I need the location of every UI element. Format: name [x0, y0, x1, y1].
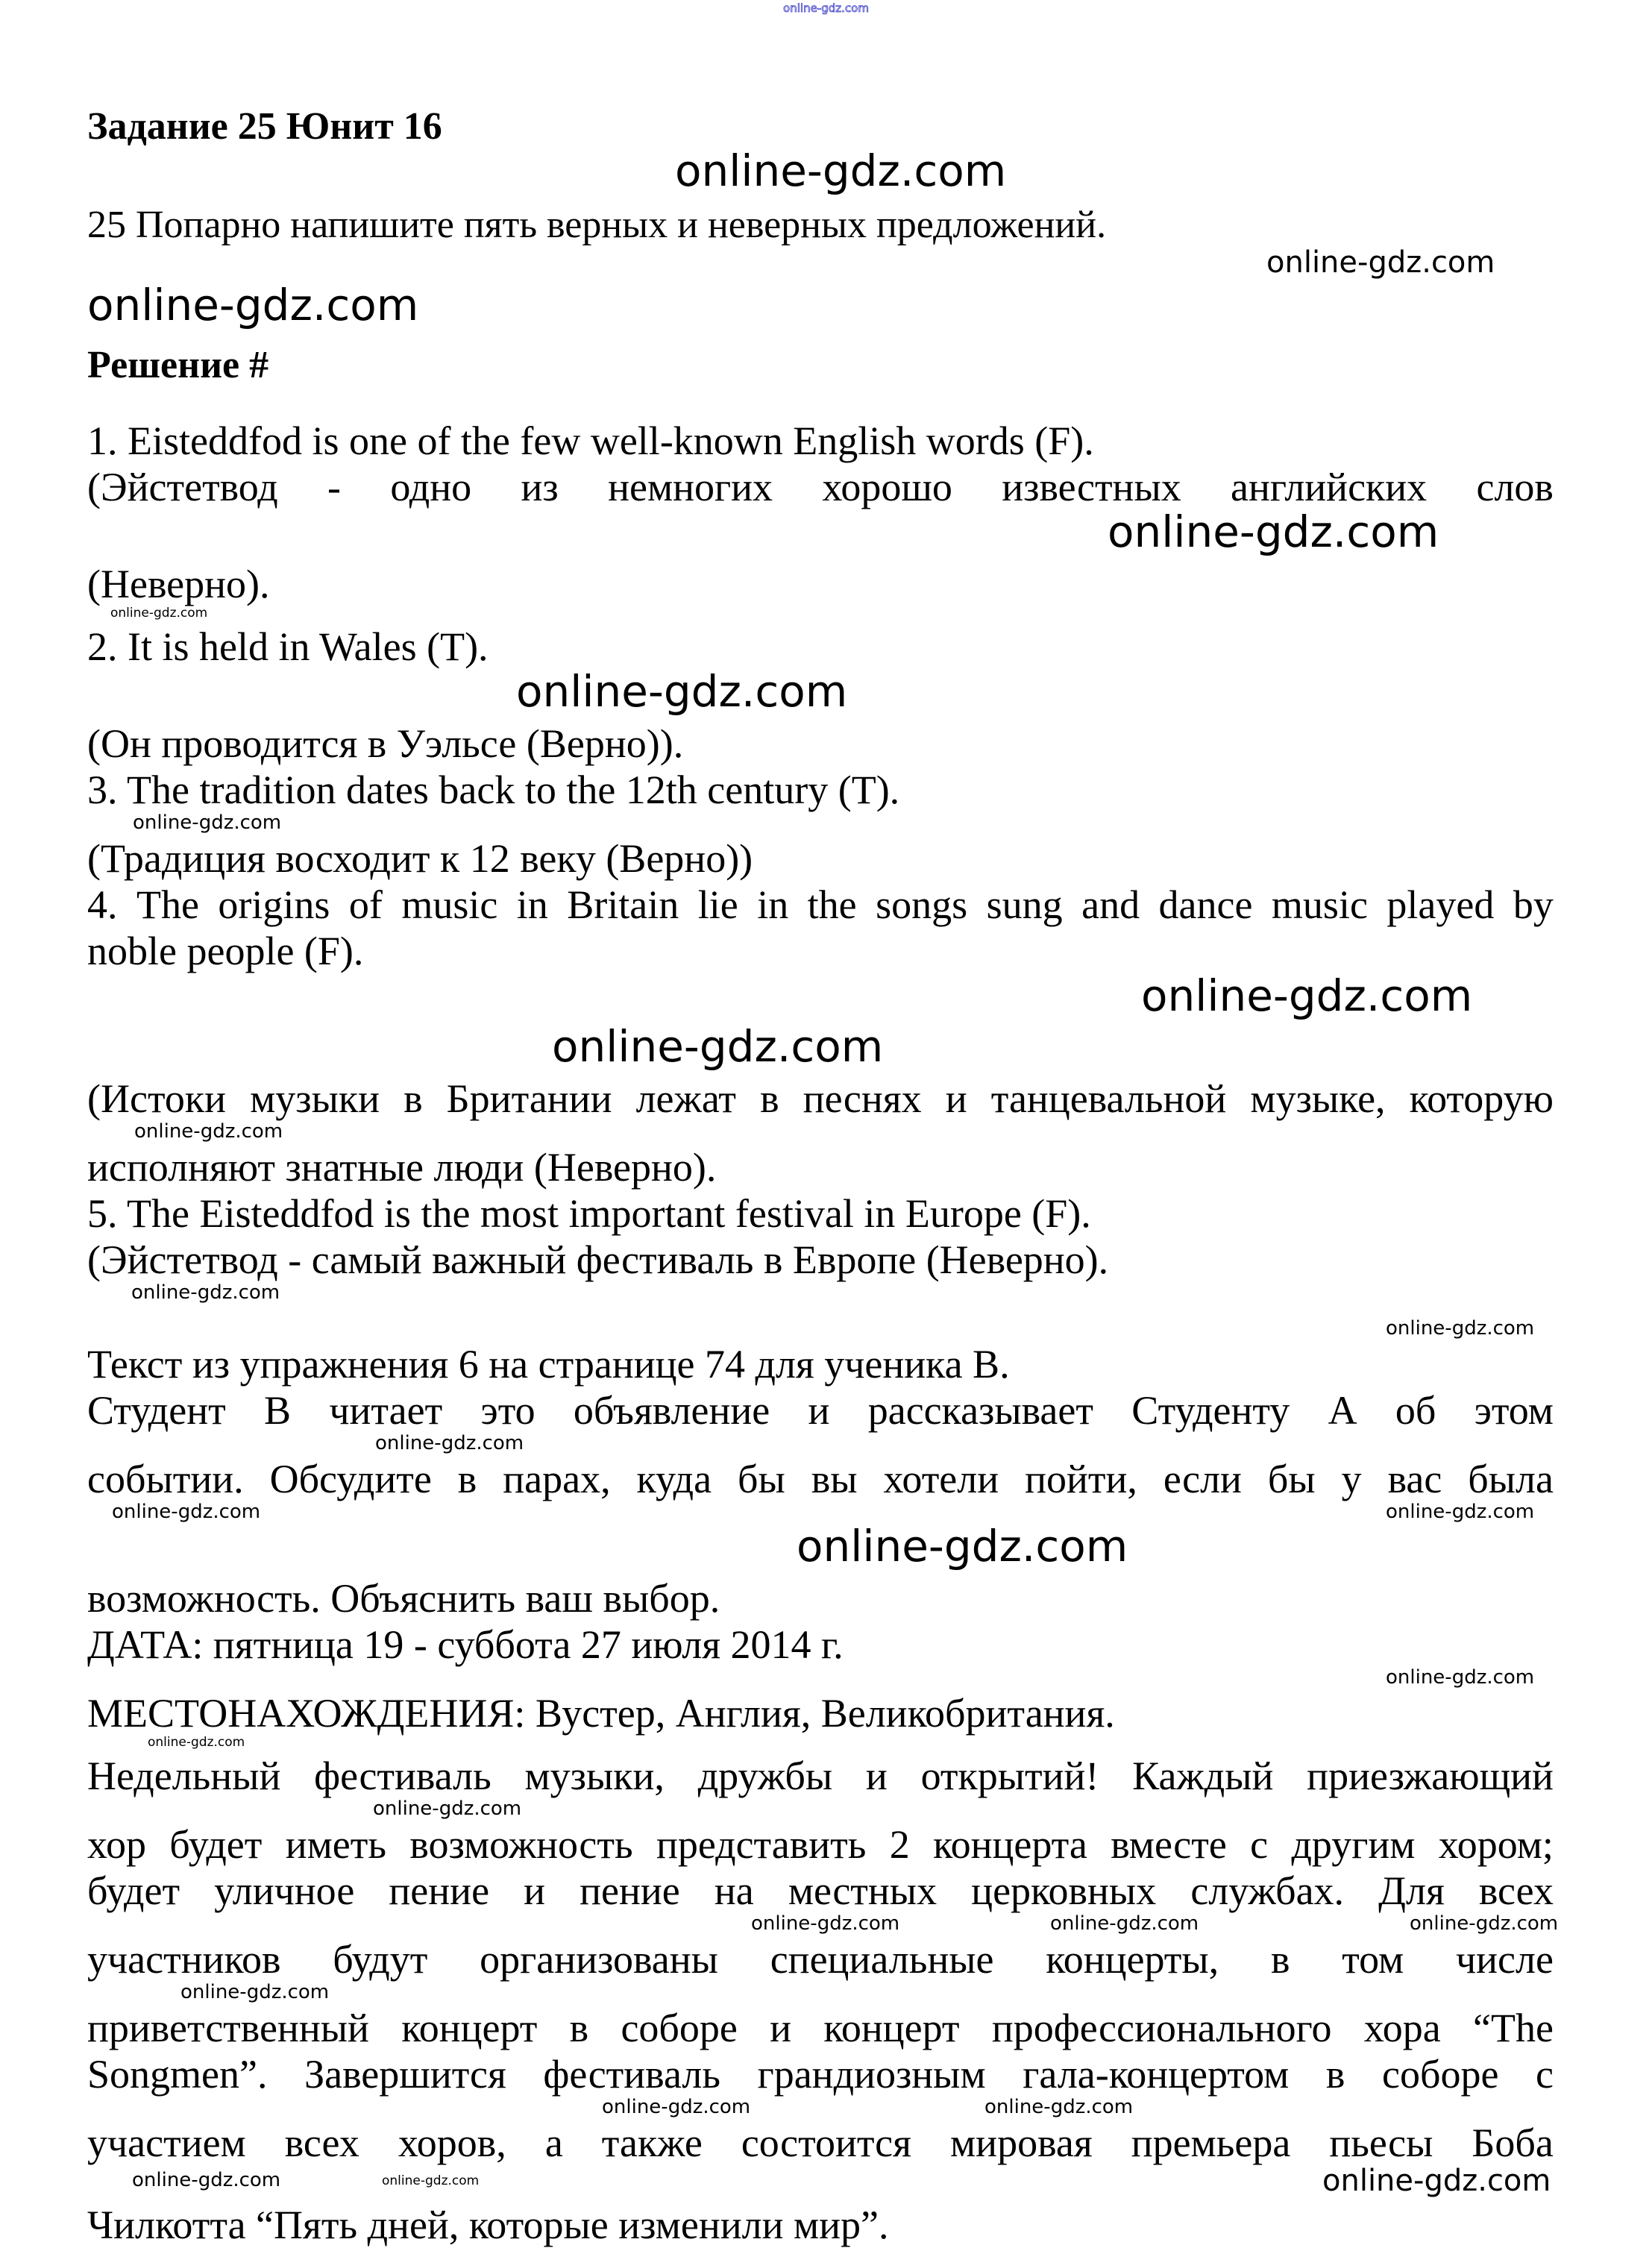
word: музыки, — [524, 1753, 665, 1798]
word: также — [601, 2120, 703, 2165]
word: in — [516, 882, 548, 927]
word: песнях — [803, 1076, 922, 1121]
word: in — [757, 882, 789, 927]
word: origins — [218, 882, 330, 927]
text-b-para1-end: возможность. Объяснить ваш выбор. — [87, 1576, 720, 1621]
word: и — [524, 1868, 546, 1913]
word: была — [1468, 1457, 1554, 1501]
watermark: online-gdz.com — [1141, 970, 1473, 1021]
watermark: online-gdz.com — [1108, 506, 1439, 557]
word: Для — [1378, 1868, 1445, 1913]
word: пьесы — [1329, 2120, 1433, 2165]
word: представить — [656, 1822, 867, 1867]
text-b-para1-line-2 — [87, 1456, 1554, 1502]
watermark-row — [87, 2166, 1554, 2202]
word: лежат — [635, 1076, 736, 1121]
watermark: online-gdz.com — [382, 2173, 480, 2188]
watermark-row — [87, 2097, 1554, 2120]
word: и — [945, 1076, 967, 1121]
answer-3-en: 3. The tradition dates back to the 12th century (T). — [87, 767, 900, 812]
watermark: online-gdz.com — [516, 666, 848, 717]
word: вы — [811, 1457, 858, 1501]
word: Студент — [87, 1388, 226, 1433]
watermark-row — [87, 1283, 1554, 1305]
answer-1-ru-end: (Неверно). — [87, 562, 270, 606]
watermark-row — [87, 1021, 1554, 1076]
word: “The — [1473, 2006, 1554, 2050]
text-b-para2-line-7 — [87, 2120, 1554, 2166]
text-b-para2-line-5 — [87, 2005, 1554, 2051]
watermark-row — [87, 1434, 1554, 1456]
watermark: online-gdz.com — [1386, 1501, 1535, 1523]
word: в — [1270, 1937, 1290, 1982]
word: пойти, — [1025, 1457, 1137, 1501]
word: местных — [788, 1868, 938, 1913]
word: соборе — [621, 2006, 738, 2050]
word: и — [770, 2006, 792, 2050]
word: участников — [87, 1937, 281, 1982]
word: другим — [1291, 1822, 1416, 1867]
watermark-row — [87, 607, 1554, 624]
word: приезжающий — [1307, 1753, 1554, 1798]
word: том — [1342, 1937, 1404, 1982]
word: фестиваль — [314, 1753, 491, 1798]
watermark-row — [87, 506, 1554, 561]
text-b-date: ДАТА: пятница 19 - суббота 27 июля 2014 г. — [87, 1622, 844, 1667]
word: концерта — [933, 1822, 1087, 1867]
watermark: online-gdz.com — [675, 145, 1007, 196]
watermark-row — [87, 813, 1554, 835]
word: вместе — [1111, 1822, 1227, 1867]
watermark: online-gdz.com — [1386, 1317, 1535, 1340]
word: Недельный — [87, 1753, 281, 1798]
watermark: online-gdz.com — [751, 1912, 900, 1935]
word: Завершится — [304, 2052, 506, 2097]
word: профессионального — [991, 2006, 1332, 2050]
text-b-para1-line-1 — [87, 1387, 1554, 1434]
word: Британии — [446, 1076, 612, 1121]
word: (Истоки — [87, 1076, 226, 1121]
word: мировая — [950, 2120, 1093, 2165]
word: и — [808, 1388, 830, 1433]
watermark: online-gdz.com — [148, 1735, 245, 1750]
watermark: online-gdz.com — [373, 1798, 522, 1820]
word: в — [457, 1457, 477, 1501]
word: у — [1341, 1457, 1362, 1501]
word: числе — [1455, 1937, 1554, 1982]
watermark-row — [87, 970, 1554, 1025]
watermark: online-gdz.com — [984, 2096, 1134, 2118]
word: это — [480, 1388, 536, 1433]
word: lie — [697, 882, 738, 927]
text-b-para2-line-6 — [87, 2051, 1554, 2097]
word: хор — [87, 1822, 146, 1867]
word: уличное — [214, 1868, 355, 1913]
word: дружбы — [697, 1753, 833, 1798]
watermark: online-gdz.com — [133, 811, 282, 834]
word: открытий! — [920, 1753, 1099, 1798]
watermark: online-gdz.com — [131, 1281, 280, 1304]
watermark: online-gdz.com — [552, 1021, 884, 1072]
text-b-para2-line-4 — [87, 1936, 1554, 1982]
word: пение — [580, 1868, 680, 1913]
word: songs — [876, 882, 968, 927]
watermark: online-gdz.com — [1410, 1912, 1559, 1935]
word: А — [1328, 1388, 1357, 1433]
watermark-row — [87, 1521, 1554, 1575]
page-title: Задание 25 Юнит 16 — [87, 105, 442, 148]
word: из — [521, 465, 559, 509]
solution-heading: Решение # — [87, 344, 269, 386]
word: 4. — [87, 882, 118, 927]
answer-4-en — [87, 882, 1554, 928]
watermark-row — [87, 1982, 1554, 2005]
watermark: online-gdz.com — [375, 1432, 524, 1454]
watermark: online-gdz.com — [112, 1501, 261, 1523]
word: а — [544, 2120, 563, 2165]
word: приветственный — [87, 2006, 369, 2050]
word: в — [760, 1076, 779, 1121]
word: хорошо — [822, 465, 952, 509]
watermark-row — [87, 280, 1554, 334]
watermark-row — [87, 1122, 1554, 1144]
word: by — [1513, 882, 1554, 927]
word: Боба — [1472, 2120, 1554, 2165]
word: иметь — [285, 1822, 386, 1867]
word: будет — [87, 1868, 180, 1913]
word: и — [865, 1753, 888, 1798]
word: участием — [87, 2120, 246, 2165]
word: грандиозным — [757, 2052, 986, 2097]
watermark-row — [87, 1668, 1554, 1690]
watermark: online-gdz.com — [1050, 1912, 1199, 1935]
word: в — [403, 1076, 423, 1121]
watermark-row — [87, 1736, 1554, 1753]
watermark: online-gdz.com — [602, 2096, 751, 2118]
word: будут — [333, 1937, 428, 1982]
watermark: online-gdz.com — [87, 280, 419, 330]
answer-4-ru — [87, 1076, 1554, 1122]
word: всех — [284, 2120, 359, 2165]
word: played — [1386, 882, 1495, 927]
watermark: online-gdz.com — [797, 1521, 1128, 1572]
word: слов — [1476, 465, 1554, 509]
answer-2-ru: (Он проводится в Уэльсе (Верно)). — [87, 721, 684, 766]
answer-5-ru: (Эйстетвод - самый важный фестиваль в Европе (Неверно). — [87, 1237, 1109, 1282]
word: концерт — [823, 2006, 960, 2050]
text-b-location: МЕСТОНАХОЖДЕНИЯ: Вустер, Англия, Великобритания. — [87, 1691, 1115, 1736]
word: об — [1395, 1388, 1436, 1433]
text-b-para2-line-2 — [87, 1821, 1554, 1868]
word: Britain — [567, 882, 679, 927]
word: состоится — [741, 2120, 911, 2165]
word: Каждый — [1132, 1753, 1274, 1798]
answer-4-ru-end: исполняют знатные люди (Неверно). — [87, 1145, 717, 1190]
word: одно — [390, 465, 472, 509]
word: Студенту — [1131, 1388, 1290, 1433]
word: and — [1081, 882, 1140, 927]
word: с — [1536, 2052, 1554, 2097]
word: Обсудите — [269, 1457, 432, 1501]
word: вас — [1387, 1457, 1442, 1501]
word: организованы — [480, 1937, 718, 1982]
word: хора — [1363, 2006, 1441, 2050]
word: в — [1325, 2052, 1345, 2097]
text-b-para2-line-3 — [87, 1868, 1554, 1914]
word: с — [1250, 1822, 1269, 1867]
word: всех — [1478, 1868, 1554, 1913]
word: пение — [389, 1868, 490, 1913]
watermark-row — [87, 145, 1554, 200]
watermark: online-gdz.com — [1322, 2164, 1551, 2198]
answer-2-en: 2. It is held in Wales (T). — [87, 624, 489, 669]
word: (Эйстетвод — [87, 465, 278, 509]
word: of — [348, 882, 383, 927]
word: Songmen”. — [87, 2052, 268, 2097]
word: бы — [738, 1457, 785, 1501]
word: парах, — [503, 1457, 611, 1501]
word: куда — [636, 1457, 712, 1501]
watermark: online-gdz.com — [134, 1120, 283, 1143]
watermark-row — [87, 1799, 1554, 1821]
word: концерты, — [1046, 1937, 1219, 1982]
watermark: online-gdz.com — [1386, 1666, 1535, 1689]
word: премьера — [1131, 2120, 1291, 2165]
text-b-para2-end: Чилкотта “Пять дней, которые изменили мир”. — [87, 2203, 889, 2247]
word: соборе — [1382, 2052, 1499, 2097]
word: хоров, — [398, 2120, 506, 2165]
word: возможность — [409, 1822, 633, 1867]
word: если — [1163, 1457, 1242, 1501]
watermark-row — [87, 1319, 1554, 1341]
text-b-intro: Текст из упражнения 6 на странице 74 для ученика B. — [87, 1342, 1010, 1387]
word: music — [1271, 882, 1368, 927]
word: церковных — [971, 1868, 1157, 1913]
watermark: online-gdz.com — [180, 1981, 330, 2003]
word: объявление — [573, 1388, 770, 1433]
word: известных — [1002, 465, 1181, 509]
document-body — [0, 104, 1652, 2248]
watermark-row — [87, 1912, 1559, 1936]
word: гала-концертом — [1023, 2052, 1290, 2097]
word: - — [327, 465, 342, 509]
word: этом — [1474, 1388, 1554, 1433]
answer-3-ru: (Традиция восходит к 12 веку (Верно)) — [87, 836, 753, 881]
word: музыке, — [1250, 1076, 1386, 1121]
word: немногих — [608, 465, 773, 509]
watermark-row — [87, 666, 1554, 720]
word: B — [264, 1388, 292, 1433]
word: музыки — [250, 1076, 380, 1121]
word: специальные — [770, 1937, 994, 1982]
word: фестиваль — [543, 2052, 720, 2097]
watermark: online-gdz.com — [110, 606, 208, 621]
text-b-para2-line-1 — [87, 1753, 1554, 1799]
word: английских — [1231, 465, 1428, 509]
top-watermark: online-gdz.com — [783, 1, 869, 15]
word: будет — [169, 1822, 263, 1867]
word: танцевальной — [990, 1076, 1227, 1121]
word: the — [807, 882, 857, 927]
word: The — [136, 882, 199, 927]
answer-4-en-end: noble people (F). — [87, 929, 364, 973]
word: рассказывает — [867, 1388, 1093, 1433]
word: sung — [986, 882, 1063, 927]
word: концерт — [401, 2006, 538, 2050]
word: dance — [1158, 882, 1253, 927]
word: хотели — [883, 1457, 999, 1501]
word: 2 — [889, 1822, 910, 1867]
answer-1-ru — [87, 464, 1554, 510]
watermark: online-gdz.com — [1266, 245, 1495, 280]
word: службах. — [1190, 1868, 1345, 1913]
word: хором; — [1438, 1822, 1554, 1867]
word: в — [569, 2006, 589, 2050]
word: событии. — [87, 1457, 244, 1501]
watermark-row — [87, 245, 1554, 283]
answer-5-en: 5. The Eisteddfod is the most important festival in Europe (F). — [87, 1191, 1091, 1236]
word: на — [714, 1868, 754, 1913]
task-text: 25 Попарно напишите пять верных и неверных предложений. — [87, 204, 1107, 246]
word: читает — [329, 1388, 443, 1433]
answer-1-en: 1. Eisteddfod is one of the few well-known English words (F). — [87, 418, 1094, 463]
word: бы — [1267, 1457, 1316, 1501]
word: music — [401, 882, 498, 927]
watermark: online-gdz.com — [132, 2169, 281, 2191]
word: которую — [1409, 1076, 1554, 1121]
